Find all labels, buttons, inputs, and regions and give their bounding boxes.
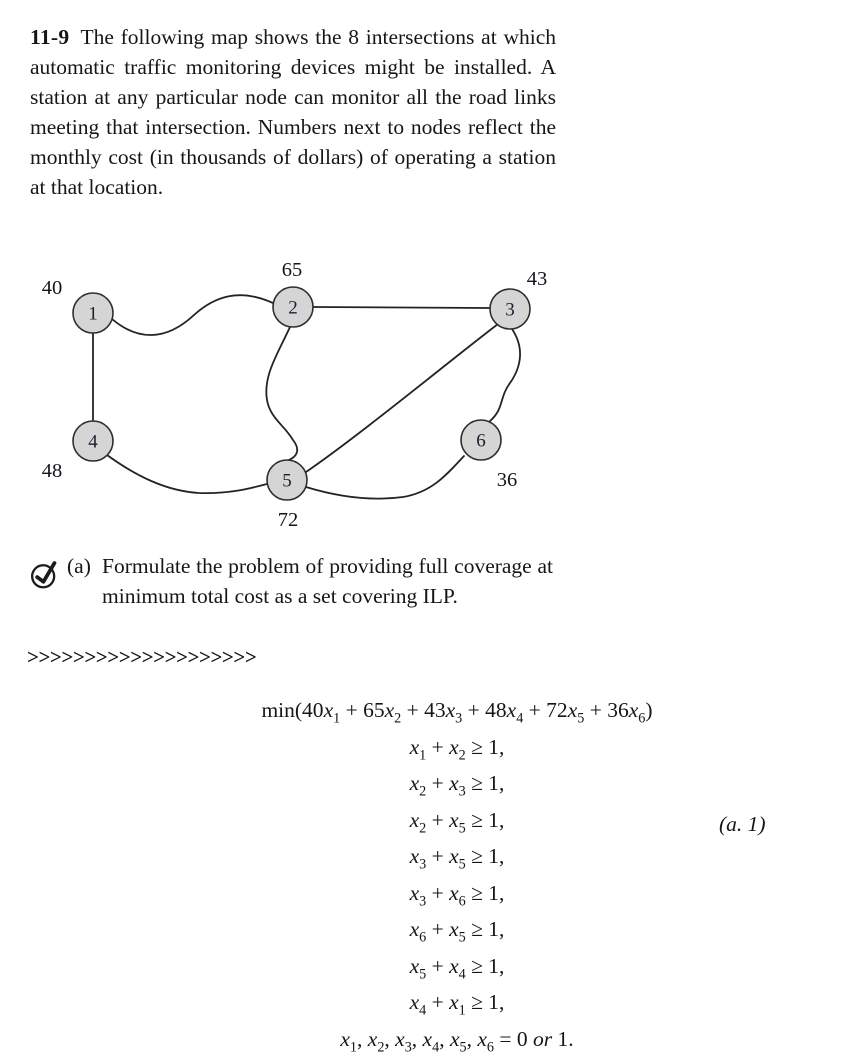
node-number-5: 5 (282, 471, 292, 492)
problem-statement-text: The following map shows the 8 intersections at which automatic traffic monitoring devices might be installed. A station at any particular node can monitor all the road links meeting that intersection. Numbers next to nodes reflect the monthly cost (in thousands of dollars) of operating a station at that location. (30, 25, 556, 199)
road-edge-5-6 (306, 456, 464, 499)
constraint-line-8: $x_4 + x_1 \ge 1$, (62, 988, 848, 1025)
constraint-line-1: $x_1 + x_2 \ge 1$, (62, 733, 848, 770)
intersection-node-5 (267, 460, 307, 531)
part-a-marker: (a) (67, 551, 91, 581)
problem-number: 11-9 (30, 25, 69, 49)
node-number-2: 2 (288, 298, 298, 319)
constraint-line-2: $x_2 + x_3 \ge 1$, (62, 769, 848, 806)
part-a-text (67, 551, 553, 611)
node-number-6: 6 (476, 431, 486, 452)
road-edge-1-2 (112, 295, 273, 335)
intersection-node-1 (42, 277, 113, 333)
node-number-3: 3 (505, 300, 515, 321)
road-edge-3-6 (490, 329, 520, 421)
node-number-4: 4 (88, 432, 98, 453)
objective-function: $\min(40x_1 + 65x_2 + 43x_3 + 48x_4 + 72x_5 + 36x_6)$ (62, 696, 848, 733)
node-cost-label-1: 40 (42, 277, 63, 299)
road-edge-4-5 (107, 455, 267, 493)
binary-constraint: $x_1$, $x_2$, $x_3$, $x_4$, $x_5$, $x_6 = 0$ or 1. (62, 1025, 848, 1061)
road-edge-2-3 (313, 307, 490, 308)
equation-label: (a. 1) (719, 812, 766, 837)
constraint-line-7: $x_5 + x_4 \ge 1$, (62, 952, 848, 989)
solution-block (62, 696, 848, 1061)
constraints-list (62, 733, 848, 1025)
intersection-node-4 (42, 421, 113, 482)
road-network-svg (0, 253, 848, 545)
node-cost-label-4: 48 (42, 460, 63, 482)
node-cost-label-5: 72 (278, 509, 299, 531)
part-a-section (28, 551, 556, 611)
constraint-line-4: $x_3 + x_5 \ge 1$, (62, 842, 848, 879)
road-edge-2-5 (266, 327, 297, 460)
answer-separator: >>>>>>>>>>>>>>>>>>>> (27, 645, 256, 670)
constraint-line-5: $x_3 + x_6 \ge 1$, (62, 879, 848, 916)
node-cost-label-3: 43 (527, 268, 548, 290)
solved-check-icon (29, 557, 63, 591)
problem-statement (30, 22, 556, 202)
node-cost-label-2: 65 (282, 259, 303, 281)
intersection-node-6 (461, 420, 517, 491)
constraint-line-3: $x_2 + x_5 \ge 1$, (62, 806, 848, 843)
node-cost-label-6: 36 (497, 469, 518, 491)
intersection-node-3 (490, 268, 547, 329)
constraint-line-6: $x_6 + x_5 \ge 1$, (62, 915, 848, 952)
part-a-question: Formulate the problem of providing full coverage at minimum total cost as a set covering ILP. (102, 554, 553, 608)
intersection-node-2 (273, 259, 313, 327)
node-number-1: 1 (88, 304, 98, 325)
